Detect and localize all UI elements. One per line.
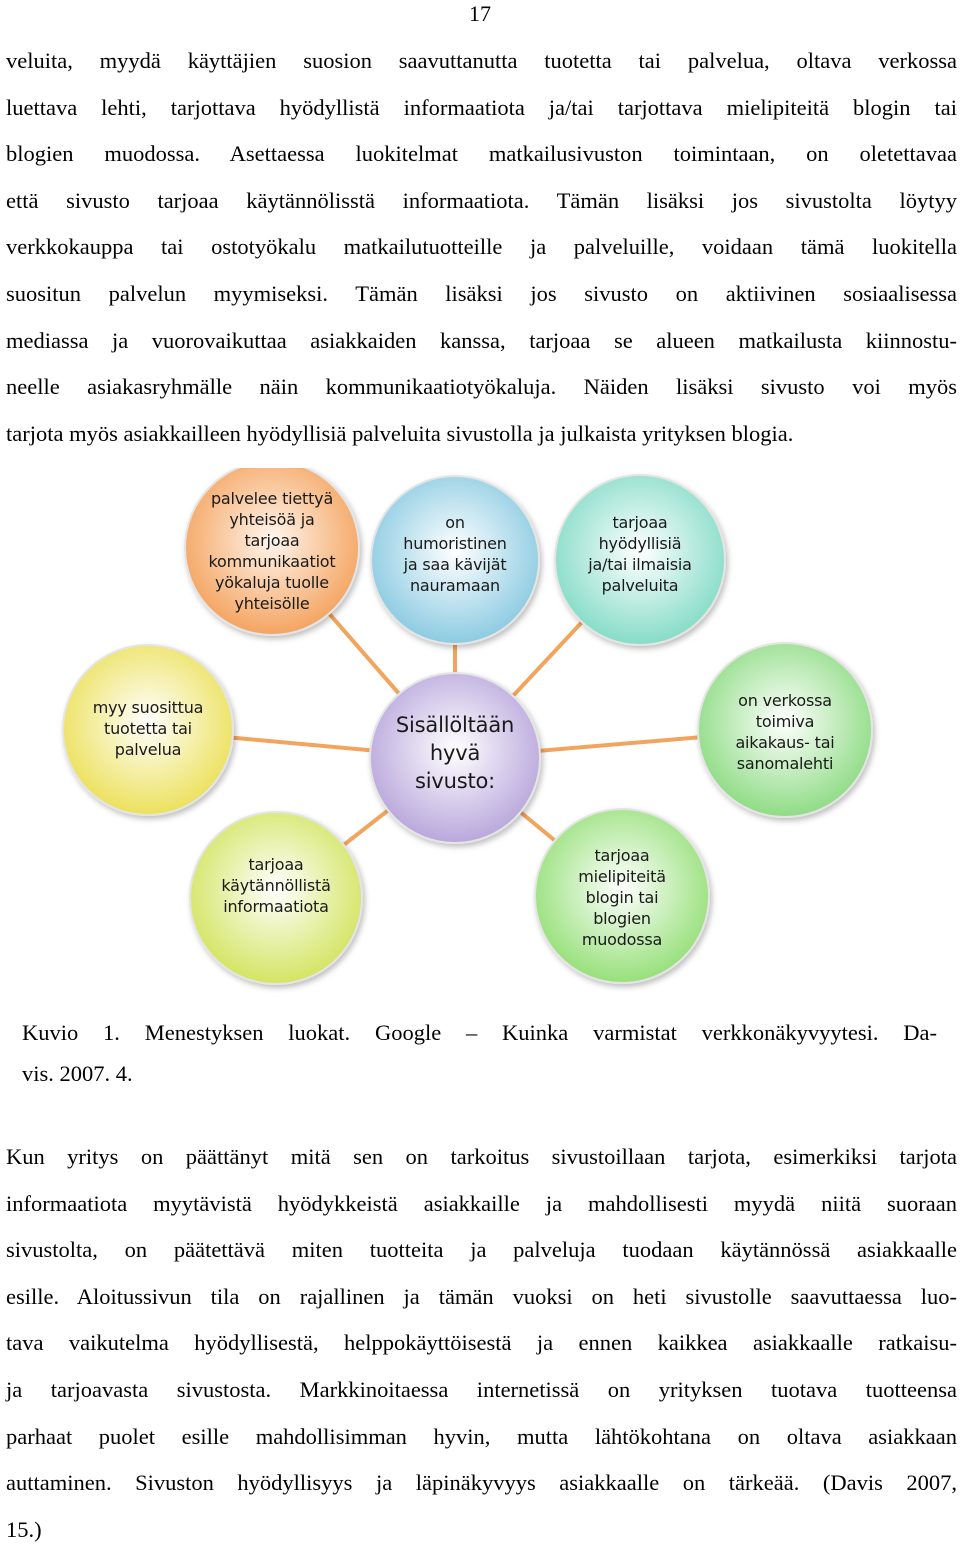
caption-line: vis. 2007. 4.: [22, 1061, 133, 1086]
label-line: tarjoaa: [594, 845, 650, 865]
body-paragraph-1: [6, 38, 957, 457]
figure-caption: [22, 1012, 937, 1094]
label-line: blogin tai: [585, 887, 659, 907]
label-line: on: [445, 513, 465, 532]
label-line: tuotetta tai: [104, 718, 192, 738]
label-line: myy suosittua: [92, 697, 204, 717]
label-line: käytännöllistä: [221, 875, 331, 895]
text-line: verkkokauppa tai ostotyökalu matkailutuotteille ja palveluille, voidaan tämä luokitella: [6, 234, 957, 260]
label-line: kommunikaatiot: [208, 552, 336, 571]
label-line: humoristinen: [403, 534, 507, 553]
label-line: hyödyllisiä: [598, 534, 682, 553]
label-line: blogien: [593, 908, 651, 928]
label-line: nauramaan: [409, 576, 500, 595]
label-line: muodossa: [581, 929, 663, 949]
text-line: neelle asiakasryhmälle näin kommunikaatiotyökaluja. Näiden lisäksi sivusto voi myös: [6, 374, 957, 400]
label-line: ja saa kävijät: [403, 555, 507, 574]
node-label-opinions: [547, 842, 697, 952]
text-line: auttaminen. Sivuston hyödyllisyys ja läpinäkyvyys asiakkaalle on tärkeää. (Davis 2007,: [6, 1470, 957, 1496]
node-label-sells: [73, 693, 223, 763]
body-paragraph-2: [6, 1134, 957, 1553]
label-line: yhteisölle: [234, 594, 310, 613]
page-number: 17: [469, 1, 491, 26]
text-line: 15.): [6, 1516, 42, 1542]
label-line: tarjoaa: [612, 513, 668, 532]
text-line: parhaat puolet esille mahdollisimman hyvin, mutta lähtökohtana on oltava asiakkaan: [6, 1423, 957, 1449]
text-line: tava vaikutelma hyödyllisestä, helppokäyttöisestä ja ennen kaikkea asiakkaalle ratkaisu-: [6, 1330, 957, 1356]
label-line: mielipiteitä: [578, 866, 666, 886]
node-label-services: [565, 504, 715, 604]
label-line: tarjoaa: [244, 531, 300, 550]
label-line: toimiva: [755, 712, 815, 731]
label-line: ja/tai ilmaisia: [588, 555, 692, 574]
node-label-practical: [201, 850, 351, 920]
node-label-community: [192, 486, 352, 616]
label-line: tarjoaa: [248, 854, 304, 874]
label-line: informaatiota: [223, 896, 329, 916]
text-line: informaatiota myytävistä hyödykkeistä asiakkaille ja mahdollisesti myydä niitä suoraan: [6, 1190, 957, 1216]
content-categories-diagram: [0, 468, 960, 993]
node-label-humor: [380, 504, 530, 604]
text-line: veluita, myydä käyttäjien suosion saavuttanutta tuotetta tai palvelua, oltava verkossa: [6, 48, 957, 73]
text-line: blogien muodossa. Asettaessa luokitelmat matkailusivuston toimintaan, on oletettavaa: [6, 141, 957, 167]
text-line: ja tarjoavasta sivustosta. Markkinoitaessa internetissä on yrityksen tuotava tuotteensa: [6, 1376, 957, 1402]
label-line: sanomalehti: [736, 754, 834, 773]
label-line: palvelua: [114, 739, 182, 759]
label-line: on verkossa: [738, 691, 832, 710]
caption-line: Kuvio 1. Menestyksen luokat. Google – Kuinka varmistat verkkonäkyvyytesi. Da-: [22, 1020, 937, 1045]
text-line: mediassa ja vuorovaikuttaa asiakkaiden kanssa, tarjoaa se alueen matkailusta kiinnostu-: [6, 327, 957, 353]
label-line: sivusto:: [414, 769, 495, 793]
label-line: palveluita: [601, 576, 679, 595]
text-line: tarjota myös asiakkailleen hyödyllisiä palveluita sivustolla ja julkaista yrityksen blogia.: [6, 420, 794, 446]
text-line: esille. Aloitussivun tila on rajallinen ja tämän vuoksi on heti sivustolle saavuttaessa luo-: [6, 1283, 957, 1309]
label-line: Sisällöltään: [395, 713, 515, 737]
text-line: Kun yritys on päättänyt mitä sen on tarkoitus sivustoillaan tarjota, esimerkiksi tarjota: [6, 1144, 957, 1169]
text-line: sivustolta, on päätettävä miten tuotteita ja palveluja tuodaan käytännössä asiakkaalle: [6, 1237, 957, 1263]
text-line: suositun palvelun myymiseksi. Tämän lisäksi jos sivusto on aktiivinen sosiaalisessa: [6, 280, 957, 306]
node-label-magazine: [710, 688, 860, 776]
text-line: että sivusto tarjoaa käytännölisstä informaatiota. Tämän lisäksi jos sivustolta löytyy: [6, 187, 957, 213]
label-line: hyvä: [429, 741, 481, 765]
node-label-center: [385, 708, 525, 798]
label-line: palvelee tiettyä: [210, 489, 334, 508]
text-line: luettava lehti, tarjottava hyödyllistä informaatiota ja/tai tarjottava mielipiteitä blogin tai: [6, 94, 957, 120]
label-line: yökaluja tuolle: [215, 573, 329, 592]
label-line: aikakaus- tai: [735, 733, 835, 752]
label-line: yhteisöä ja: [229, 510, 315, 529]
